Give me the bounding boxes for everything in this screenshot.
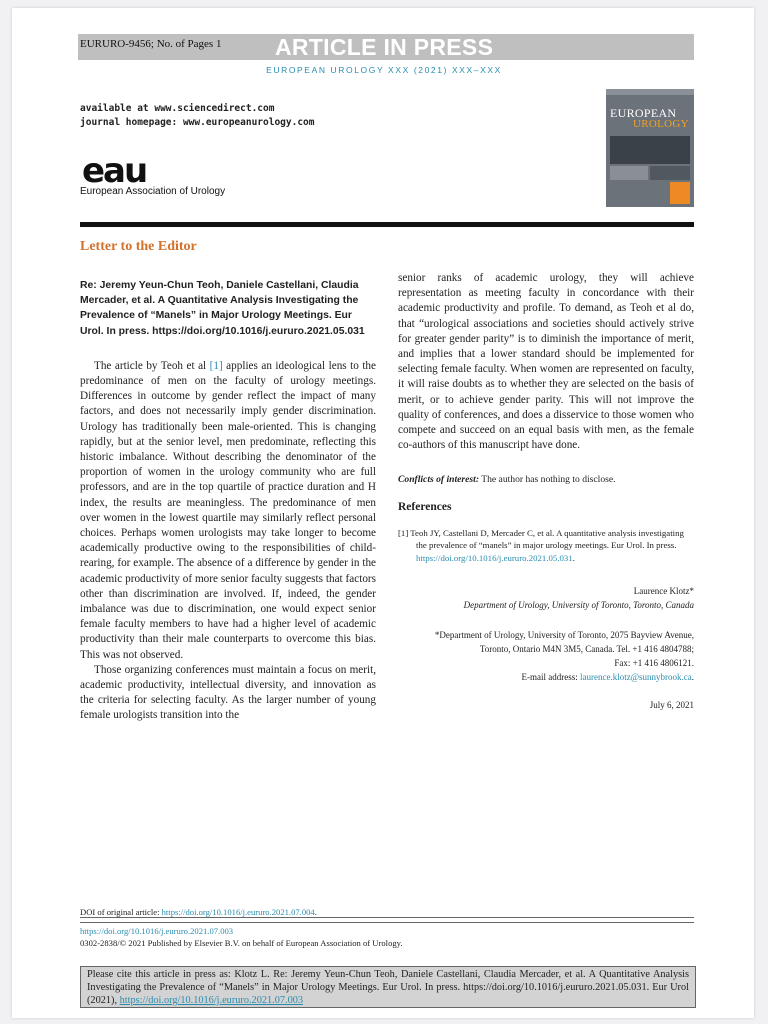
letter-title: Re: Jeremy Yeun-Chun Teoh, Daniele Castellani, Claudia Mercader, et al. A Quantitative Analysis Investigating the Prevalence of “Manels” in Major Urology Meetings. Eur Urol. In press. https://doi.org/10.1016/j.eururo.2021.05.031 <box>80 280 365 337</box>
conflicts-of-interest: Conflicts of interest: The author has nothing to disclose. <box>398 474 616 486</box>
cover-title-european: EUROPEAN <box>610 106 677 120</box>
section-label: Letter to the Editor <box>80 239 197 254</box>
sciencedirect-link[interactable]: available at www.sciencedirect.com <box>80 103 275 114</box>
eau-logo <box>80 152 178 186</box>
footer-rule <box>80 917 694 918</box>
cover-photo <box>650 166 690 180</box>
body-paragraph: senior ranks of academic urology, they will achieve representation as meeting faculty in concordance with their academic productivity and profile. To demand, as Teoh et al do, that “urological associations and societies should actively strive for greater gender parity” is to diminish the importance of merit, and implies that a lower standard should be implemented for selecting female faculty. When women are represented on faculty, it will raise doubts as to whether they are selected on the basis of merit, or to achieve gender parity. This will not improve the quality of conferences, and does a disservice to those women who compete and succeed on an equal basis with men, as the female co-authors of this manuscript have done. <box>398 272 694 452</box>
header-rule <box>80 222 694 227</box>
availability-block <box>80 102 315 130</box>
author-block <box>398 584 694 612</box>
cover-photo <box>610 166 648 180</box>
banner-title: ARTICLE IN PRESS <box>275 34 494 60</box>
journal-line: EUROPEAN UROLOGY XXX (2021) XXX–XXX <box>266 65 502 75</box>
body-paragraph: The article by Teoh et al [1] applies an ideological lens to the predominance of men on the faculty of urology meetings. Differences in outcome by gender reflect the impact of many factors, and does not necessarily imply gender discrimination. Urology has traditionally been male-oriented. This is changing rapidly, but at the senior level, men predominate, reflecting this historic imbalance. Without describing the denominator of the proportion of women in the urology community who are full professors, and are in the top quartile of practice duration and H index, the results are meaningless. The predominance of men over women in the lowest quartile may similarly reflect personal choices. Perhaps women urologists may take longer to become academically productive owing to the responsibilities of child-rearing, for example. The absence of a difference by gender in the academic productivity of more senior faculty suggests that factors other than discrimination are involved. If, indeed, the gender imbalance was due to discrimination, one would expect senior female faculty members to have had a higher level of academic productivity than their male counterparts to overcome this bias. This was not observed. <box>80 359 376 661</box>
journal-homepage-link[interactable]: journal homepage: www.europeanurology.com <box>80 117 315 128</box>
references-heading: References <box>398 501 452 514</box>
address-block: *Department of Urology, University of Toronto, 2075 Bayview Avenue, Toronto, Ontario M4N 3M5, Canada. Tel. +1 416 4804788; Fax: +1 416 4806121. E-mail address: laurence.klotz@sunnybrook.ca. <box>434 630 694 683</box>
cover-photo <box>610 136 690 164</box>
footer-rule <box>80 922 694 923</box>
author-department: Department of Urology, University of Toronto, Toronto, Canada <box>463 600 694 611</box>
letter-date: July 6, 2021 <box>649 700 694 711</box>
body-paragraph: Those organizing conferences must maintain a focus on merit, academic productivity, intellectual diversity, and innovation as the criteria for selecting faculty. As the larger number of young female urologists transition into the <box>80 663 376 722</box>
left-column <box>80 278 376 724</box>
email-link[interactable]: laurence.klotz@sunnybrook.ca <box>580 672 692 683</box>
cover-title-urology: UROLOGY <box>633 118 689 130</box>
reference-doi-link[interactable]: https://doi.org/10.1016/j.eururo.2021.05.031 <box>416 552 573 563</box>
citation-box-link[interactable]: https://doi.org/10.1016/j.eururo.2021.07.003 <box>119 995 304 1006</box>
citation-box: Please cite this article in press as: Klotz L. Re: Jeremy Yeun-Chun Teoh, Daniele Castellani, Claudia Mercader, et al. A Quantitative Analysis Investigating the Prevalence of “Manels” in Major Urology Meetings. Eur Urol. In press. https://doi.org/10.1016/j.eururo.2021.05.031. Eur Urol (2021), https://doi.org/10.1016/j.eururo.2021.07.003 <box>80 966 696 1008</box>
eau-logo-text: eau <box>82 152 147 186</box>
cover-stripe <box>606 89 694 95</box>
cover-badge <box>670 182 690 204</box>
journal-cover-image <box>606 89 694 207</box>
original-doi: DOI of original article: https://doi.org/10.1016/j.eururo.2021.07.004. <box>80 907 317 917</box>
copyright: 0302-2838/© 2021 Published by Elsevier B.V. on behalf of European Association of Urology. <box>80 938 403 948</box>
manuscript-id: EURURO-9456; No. of Pages 1 <box>80 38 222 50</box>
society-name: European Association of Urology <box>80 186 226 197</box>
article-doi-link[interactable]: https://doi.org/10.1016/j.eururo.2021.07.003 <box>80 926 234 936</box>
citation-link[interactable]: [1] <box>209 359 223 372</box>
right-column <box>398 271 694 714</box>
reference-item: [1] Teoh JY, Castellani D, Mercader C, et al. A quantitative analysis investigating the prevalence of “manels” in major urology meetings. Eur Urol. In press. https://doi.org/10.1016/j.eururo.2021.05.031. <box>398 527 684 563</box>
footer-meta <box>80 925 403 949</box>
author-name: Laurence Klotz* <box>633 586 694 597</box>
original-doi-link[interactable]: https://doi.org/10.1016/j.eururo.2021.07.004 <box>161 907 315 917</box>
